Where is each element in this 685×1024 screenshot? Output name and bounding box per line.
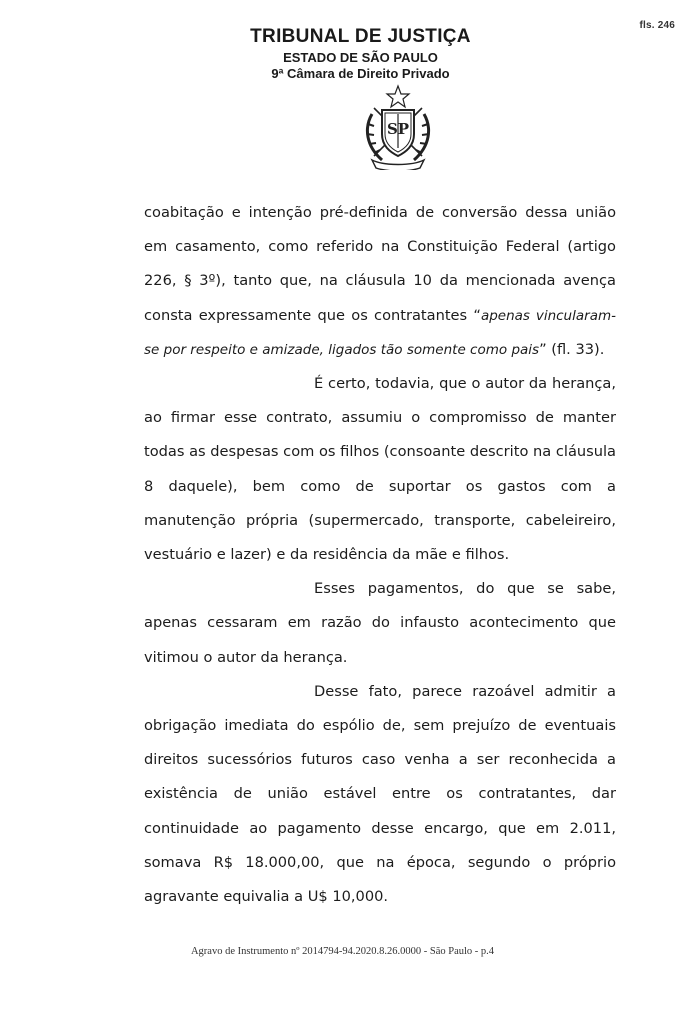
document-header — [0, 26, 685, 82]
folio-number: fls. 246 — [639, 20, 675, 31]
chamber-name: 9ª Câmara de Direito Privado — [271, 66, 450, 81]
document-body — [144, 196, 616, 914]
seal-letters: SP — [386, 120, 410, 138]
page-footer: Agravo de Instrumento nº 2014794-94.2020.8.26.0000 - São Paulo - p.4 — [190, 946, 495, 957]
court-name: TRIBUNAL DE JUSTIÇA — [250, 26, 471, 47]
paragraph-2: É certo, todavia, que o autor da herança, ao firmar esse contrato, assumiu o compromisso de manter todas as despesas com os filhos (consoante descrito na cláusula 8 daquele), bem como de suportar os gastos com a manutenção própria (supermercado, transporte, cabeleireiro, vestuário e lazer) e da residência da mãe e filhos. — [144, 375, 616, 564]
paragraph-3: Esses pagamentos, do que se sabe, apenas cessaram em razão do infausto acontecimento que vitimou o autor da herança. — [144, 580, 616, 666]
sao-paulo-coat-of-arms-icon — [358, 84, 438, 170]
paragraph-4: Desse fato, parece razoável admitir a obrigação imediata do espólio de, sem prejuízo de eventuais direitos sucessórios futuros caso venha a ser reconhecida a existência de união estável entre os contratantes, dar continuidade ao pagamento desse encargo, que em 2.011, somava R$ 18.000,00, que na época, segundo o próprio agravante equivalia a U$ 10,000. — [144, 682, 616, 906]
state-name: ESTADO DE SÃO PAULO — [283, 50, 438, 65]
contract-quote: apenas vincularam-se por respeito e amizade, ligados tão somente como pais — [144, 307, 616, 358]
paragraph-1: coabitação e intenção pré-definida de conversão dessa união em casamento, como referido na Constituição Federal (artigo 226, § 3º), tanto que, na cláusula 10 da mencionada avença consta expressamente que os contratantes “apenas vincularam-se por respeito e amizade, ligados tão somente como pais” (fl. 33). — [144, 204, 616, 358]
